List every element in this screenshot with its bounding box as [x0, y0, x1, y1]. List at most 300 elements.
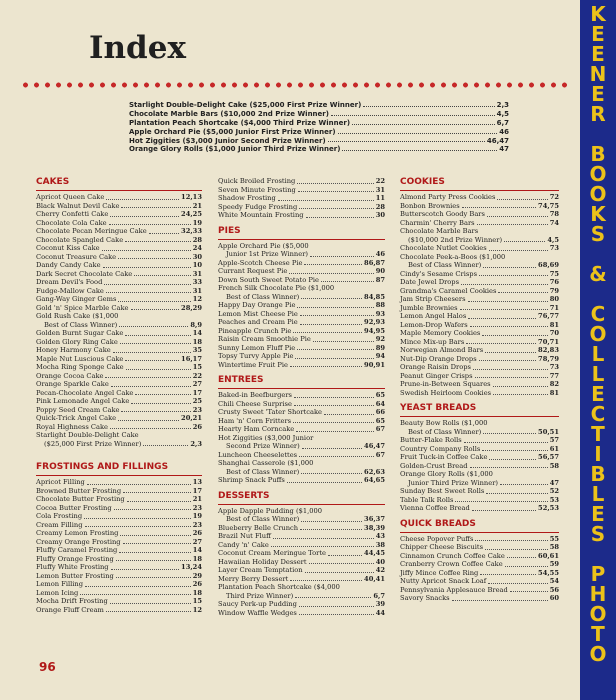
entry-name: Hearty Ham Corncake	[218, 425, 295, 433]
index-entry	[36, 495, 202, 504]
entry-page: 70,71	[538, 337, 559, 346]
leader-dots	[470, 462, 548, 469]
index-entry	[400, 560, 559, 569]
entry-name: Chocolate Marble Bars	[400, 227, 479, 235]
entry-page: 58	[549, 461, 559, 470]
section-rule	[400, 190, 559, 191]
leader-dots	[85, 521, 191, 528]
entry-page: 13,24	[181, 563, 202, 571]
entry-name: Topsy Turvy Apple Pie	[218, 352, 294, 360]
leader-dots	[488, 577, 547, 584]
leader-dots	[468, 295, 548, 302]
entry-page: 65	[375, 416, 385, 425]
entry-page: 54	[549, 577, 559, 585]
entry-page: 73	[549, 363, 559, 371]
entry-page: 27	[192, 380, 202, 388]
entry-page: 56,57	[538, 453, 559, 461]
entry-name: Best of Class Winner)	[408, 261, 482, 269]
entry-name: Lemon Filling	[36, 580, 83, 588]
entry-name: ($25,000 First Prize Winner)	[44, 439, 142, 448]
entry-name: Chocolate Peek-a-Boos ($1,000	[400, 252, 506, 261]
entry-name: Fudge-Mallow Cake	[36, 286, 104, 295]
entry-page: 25	[192, 397, 202, 405]
index-entry	[400, 504, 559, 513]
index-entry	[400, 552, 559, 561]
index-entry	[218, 515, 385, 524]
index-entry	[218, 242, 385, 251]
entry-name: Candy 'n' Cake	[218, 540, 269, 549]
index-entry	[36, 389, 202, 398]
entry-name: Apricot Queen Cake	[36, 193, 105, 201]
entry-name: Raisin Cream Smoothie Pie	[218, 335, 311, 343]
section-rule	[36, 190, 202, 191]
entry-page: 77	[549, 371, 559, 380]
index-entry	[400, 202, 559, 211]
leader-dots	[310, 250, 374, 257]
leader-dots	[113, 346, 191, 353]
index-entry	[36, 261, 202, 270]
entry-name: Country Company Rolls	[400, 444, 481, 453]
entry-name: Vienna Coffee Bread	[400, 504, 470, 512]
index-entry	[218, 549, 385, 558]
index-entry	[400, 329, 559, 338]
leader-dots	[290, 575, 362, 582]
entry-name: Third Prize Winner)	[226, 591, 294, 600]
leader-dots	[295, 592, 371, 599]
leader-dots	[120, 338, 191, 345]
entry-page: 46	[375, 250, 385, 258]
index-entry	[218, 318, 385, 327]
leader-dots	[297, 344, 374, 351]
leader-dots	[293, 327, 362, 334]
entry-name: Brazil Nut Fluff	[218, 532, 271, 540]
leader-dots	[464, 436, 548, 443]
index-entry	[36, 295, 202, 304]
index-entry	[36, 338, 202, 347]
index-entry	[400, 487, 559, 496]
entry-name: Cocoa Butter Frosting	[36, 503, 112, 512]
entry-page: 88	[375, 301, 385, 309]
index-entry	[36, 321, 202, 330]
entry-page: 12	[192, 605, 202, 614]
leader-dots	[294, 391, 374, 398]
entry-page: 31	[192, 286, 202, 295]
entry-page: 21	[192, 201, 202, 210]
entry-page: 86,87	[364, 258, 385, 267]
index-entry	[400, 287, 559, 296]
entry-name: Cream Filling	[36, 520, 83, 529]
index-entry	[218, 186, 385, 195]
entry-name: Cinnamon Crunch Coffee Cake	[400, 551, 505, 560]
entry-name: Cola Frosting	[36, 512, 83, 520]
entry-page: 81	[549, 320, 559, 329]
entry-page: 89	[375, 343, 385, 352]
index-entry	[218, 250, 385, 259]
entry-page: 75	[549, 269, 559, 278]
entry-page: 26	[192, 580, 202, 588]
watermark-char: O	[589, 642, 607, 666]
watermark-char: E	[591, 502, 605, 526]
entry-page: 55	[549, 534, 559, 543]
index-entry	[400, 594, 559, 603]
leader-dots	[462, 202, 536, 209]
leader-dots	[482, 445, 547, 452]
index-entry	[218, 301, 385, 310]
index-entry	[36, 253, 202, 262]
index-entry	[218, 442, 385, 451]
entry-name: Gold Rush Cake ($1,000	[36, 312, 119, 320]
entry-name: Chocolate Butter Frosting	[36, 495, 125, 503]
section-heading: QUICK BREADS	[400, 518, 476, 529]
leader-dots	[497, 193, 547, 200]
leader-dots	[126, 363, 191, 370]
index-entry	[218, 541, 385, 550]
index-entry	[400, 436, 559, 445]
page-number: 96	[39, 660, 56, 674]
index-entry	[218, 284, 385, 293]
entry-name: Peanut Ginger Crisps	[400, 371, 473, 380]
entry-name: Peaches and Cream Pie	[218, 318, 298, 326]
entry-page: 19	[192, 218, 202, 227]
index-entry	[218, 391, 385, 400]
leader-dots	[87, 478, 191, 485]
entry-page: 40	[375, 557, 385, 566]
entry-name: Jam Strip Cheesers	[400, 295, 466, 303]
entry-name: Apple Dapple Pudding ($1,000	[218, 506, 322, 515]
entry-page: 67	[375, 450, 385, 459]
leader-dots	[106, 287, 191, 294]
entry-name: Best of Class Winner)	[408, 427, 482, 436]
entry-name: Creamy Lemon Frosting	[36, 529, 119, 537]
entry-name: Quick-Trick Angel Cake	[36, 414, 117, 422]
entry-page: 78,79	[538, 354, 559, 363]
entry-name: Mocha Ring Sponge Cake	[36, 363, 124, 371]
entry-page: 20,21	[181, 414, 202, 422]
index-entry	[36, 372, 202, 381]
leader-dots	[300, 310, 374, 317]
index-entry	[36, 210, 202, 219]
entry-name: Jumble Brownies	[400, 303, 458, 312]
leader-dots	[116, 572, 191, 579]
leader-dots	[104, 278, 190, 285]
entry-name: Quick Broiled Frosting	[218, 177, 296, 185]
entry-name: Hawaiian Holiday Dessert	[218, 557, 307, 566]
entry-name: Shadow Frosting	[218, 194, 276, 202]
entry-page: 44	[375, 608, 385, 617]
entry-page: 23	[192, 405, 202, 414]
entry-name: Prune-in-Between Squares	[400, 380, 491, 388]
index-entry	[218, 203, 385, 212]
entry-page: 13	[192, 478, 202, 486]
entry-page: 31	[192, 269, 202, 278]
entry-page: 53	[549, 495, 559, 504]
entry-page: 56	[549, 585, 559, 594]
entry-name: Shrimp Snack Puffs	[218, 476, 285, 484]
entry-name: Apple-Scotch Cheese Pie	[218, 258, 303, 267]
leader-dots	[342, 145, 497, 151]
leader-dots	[466, 338, 536, 345]
index-entry	[36, 512, 202, 521]
entry-name: Best of Class Winner)	[44, 320, 118, 329]
watermark-char: K	[590, 2, 606, 26]
index-entry	[400, 496, 559, 505]
section-heading: COOKIES	[400, 177, 445, 187]
entry-page: 64,65	[364, 476, 385, 484]
entry-page: 31	[375, 185, 385, 194]
index-entry	[36, 278, 202, 287]
entry-name: Beauty Bow Rolls ($1,000	[400, 419, 488, 427]
winner-page: 4,5	[496, 109, 509, 118]
index-entry	[36, 538, 202, 547]
leader-dots	[121, 202, 190, 209]
entry-page: 18	[192, 337, 202, 346]
leader-dots	[331, 110, 495, 116]
index-entry	[36, 287, 202, 296]
winner-label: Apple Orchard Pie ($5,000 Junior First Prize Winner)	[129, 127, 336, 136]
index-entry	[218, 558, 385, 567]
watermark-char: S	[590, 522, 606, 546]
entry-page: 29	[192, 571, 202, 580]
index-entry	[218, 451, 385, 460]
entry-page: 60	[549, 594, 559, 602]
index-entry	[36, 597, 202, 606]
entry-page: 67	[375, 425, 385, 433]
entry-page: 14	[192, 546, 202, 554]
leader-dots	[80, 589, 190, 596]
entry-name: Orange Raisin Drops	[400, 363, 471, 371]
index-entry	[218, 566, 385, 575]
index-entry	[218, 194, 385, 203]
entry-page: 50,51	[538, 427, 559, 436]
leader-dots	[278, 194, 374, 201]
section-rule	[218, 239, 385, 240]
entry-name: Date Jewel Drops	[400, 278, 460, 286]
entry-name: Dandy Candy Cake	[36, 261, 101, 269]
leader-dots	[489, 453, 536, 460]
entry-page: 46,47	[364, 442, 385, 450]
entry-page: 71	[549, 303, 559, 312]
entry-name: Pennsylvania Applesauce Bread	[400, 585, 508, 594]
watermark-char: H	[589, 582, 607, 606]
leader-dots	[111, 563, 180, 570]
watermark-char	[595, 544, 602, 564]
entry-name: Fruit Tuck-in Coffee Cake	[400, 453, 488, 461]
entry-name: Orange Cocoa Cake	[36, 371, 104, 380]
leader-dots	[304, 259, 362, 266]
entry-name: Maple Nut Luscious Cake	[36, 354, 124, 363]
entry-name: Best of Class Winner)	[226, 292, 300, 301]
winner-row	[129, 119, 509, 128]
index-entry	[400, 453, 559, 462]
leader-dots	[125, 236, 191, 243]
entry-name: Layer Cream Temptation	[218, 566, 303, 574]
entry-page: 39	[375, 600, 385, 608]
index-entry	[36, 572, 202, 581]
index-entry	[36, 529, 202, 538]
entry-name: Second Prize Winner)	[226, 442, 300, 450]
leader-dots	[293, 417, 374, 424]
leader-dots	[106, 193, 179, 200]
watermark-char: L	[591, 342, 605, 366]
index-entry	[400, 244, 559, 253]
entry-name: Pink Lemonade Angel Cake	[36, 397, 130, 405]
entry-page: 30	[192, 252, 202, 261]
entry-page: 92	[375, 335, 385, 343]
index-entry	[400, 535, 559, 544]
leader-dots	[290, 361, 362, 368]
entry-name: Dark Secret Chocolate Cake	[36, 269, 133, 278]
watermark-char: K	[590, 202, 606, 226]
index-entry	[218, 211, 385, 220]
watermark-char: S	[590, 222, 606, 246]
index-column-3	[400, 177, 559, 603]
entry-page: 24,25	[181, 210, 202, 218]
index-entry	[36, 431, 202, 440]
entry-page: 35	[192, 346, 202, 354]
entry-name: Lemon Mist Cheese Pie	[218, 309, 298, 318]
entry-name: French Silk Chocolate Pie ($1,000	[218, 284, 335, 292]
leader-dots	[110, 597, 191, 604]
leader-dots	[119, 546, 190, 553]
entry-name: Grandma's Caramel Cookies	[400, 286, 497, 295]
index-entry	[218, 259, 385, 268]
winner-page: 6,7	[496, 118, 509, 127]
watermark-char: O	[589, 322, 607, 346]
index-entry	[218, 532, 385, 541]
winner-label: Starlight Double-Delight Cake ($25,000 First Prize Winner)	[129, 101, 362, 109]
entry-name: Table Talk Rolls	[400, 495, 454, 504]
index-entry	[36, 478, 202, 487]
winner-page: 46	[499, 127, 509, 136]
entry-name: Junior 1st Prize Winner)	[226, 250, 308, 258]
leader-dots	[505, 560, 548, 567]
entry-page: 76	[549, 278, 559, 286]
entry-name: Currant Request Pie	[218, 267, 288, 275]
watermark-char: O	[589, 162, 607, 186]
leader-dots	[123, 538, 191, 545]
entry-page: 93	[375, 309, 385, 318]
entry-name: Fluffy Orange Frosting	[36, 554, 114, 563]
leader-dots	[483, 261, 536, 268]
leader-dots	[143, 440, 188, 447]
entry-page: 57	[549, 436, 559, 444]
watermark-char	[595, 124, 602, 144]
leader-dots	[110, 210, 179, 217]
leader-dots	[305, 566, 374, 573]
index-entry	[400, 543, 559, 552]
entry-page: 11	[375, 194, 385, 202]
entry-name: Orange Sparkle Cake	[36, 380, 109, 388]
leader-dots	[487, 210, 548, 217]
entry-name: Gang-Way Ginger Gems	[36, 295, 117, 303]
index-entry	[36, 563, 202, 572]
entry-page: 36,37	[364, 515, 385, 523]
entry-name: Creamy Orange Frosting	[36, 537, 121, 546]
index-entry	[36, 589, 202, 598]
entry-name: Wintertime Fruit Pie	[218, 360, 288, 369]
entry-name: Coconut Kiss Cake	[36, 244, 100, 252]
leader-dots	[363, 101, 494, 107]
watermark-text	[584, 4, 612, 664]
index-entry	[218, 425, 385, 434]
leader-dots	[468, 312, 536, 319]
leader-dots	[321, 276, 374, 283]
index-entry	[218, 417, 385, 426]
index-entry	[218, 459, 385, 468]
entry-page: 70	[549, 329, 559, 337]
index-entry	[218, 507, 385, 516]
entry-name: Almond Party Press Cookies	[400, 193, 496, 201]
entry-page: 30	[375, 211, 385, 219]
entry-page: 94	[375, 352, 385, 360]
leader-dots	[477, 219, 548, 226]
entry-name: Apricot Filling	[36, 478, 85, 486]
entry-page: 6,7	[373, 591, 385, 600]
section-rule	[36, 475, 202, 476]
entry-name: Cheese Popover Puffs	[400, 534, 474, 543]
index-entry	[400, 586, 559, 595]
leader-dots	[297, 177, 373, 184]
watermark-char: &	[589, 262, 607, 286]
watermark-char: C	[590, 402, 606, 426]
index-entry	[218, 177, 385, 186]
index-entry	[400, 363, 559, 372]
entry-name: Chipper Cheese Biscuits	[400, 543, 484, 551]
leader-dots	[109, 219, 191, 226]
entry-page: 62,63	[364, 467, 385, 476]
index-entry	[218, 434, 385, 443]
index-entry	[218, 609, 385, 618]
leader-dots	[352, 119, 495, 125]
index-entry	[400, 419, 559, 428]
index-entry	[36, 546, 202, 555]
index-entry	[36, 440, 202, 449]
entry-name: Charmin' Cherry Bars	[400, 218, 475, 227]
entry-name: Junior Third Prize Winner)	[408, 478, 499, 487]
watermark-char: I	[594, 442, 602, 466]
index-entry	[400, 227, 559, 236]
entry-name: Crusty Sweet 'Tater Shortcake	[218, 408, 322, 416]
leader-dots	[313, 335, 374, 342]
entry-name: Shanghai Casserole ($1,000	[218, 459, 314, 467]
entry-name: Blueberry Belle Crunch	[218, 523, 299, 532]
index-entry	[36, 555, 202, 564]
entry-page: 17	[192, 388, 202, 397]
index-entry	[218, 592, 385, 601]
entry-page: 68,69	[538, 261, 559, 269]
entry-name: Honey Harmony Cake	[36, 346, 111, 354]
index-entry	[218, 327, 385, 336]
leader-dots	[475, 372, 548, 379]
winner-row	[129, 145, 509, 154]
leader-dots	[302, 442, 362, 449]
entry-name: Hot Ziggities ($3,000 Junior	[218, 433, 314, 442]
entry-name: Black Walnut Devil Cake	[36, 201, 120, 210]
entry-page: 61	[549, 444, 559, 453]
leader-dots	[483, 428, 536, 435]
leader-dots	[482, 329, 547, 336]
leader-dots	[309, 558, 374, 565]
entry-page: 18	[192, 554, 202, 563]
winner-label: Hot Ziggities ($3,000 Junior Second Prize Winner)	[129, 136, 326, 145]
entry-page: 52,53	[538, 504, 559, 512]
leader-dots	[103, 261, 191, 268]
entry-name: Maple Memory Cookies	[400, 329, 481, 337]
index-entry	[218, 310, 385, 319]
entry-page: 26	[192, 422, 202, 431]
entry-name: Chocolate Pecan Meringue Cake	[36, 227, 147, 235]
entry-page: 82,83	[538, 346, 559, 354]
